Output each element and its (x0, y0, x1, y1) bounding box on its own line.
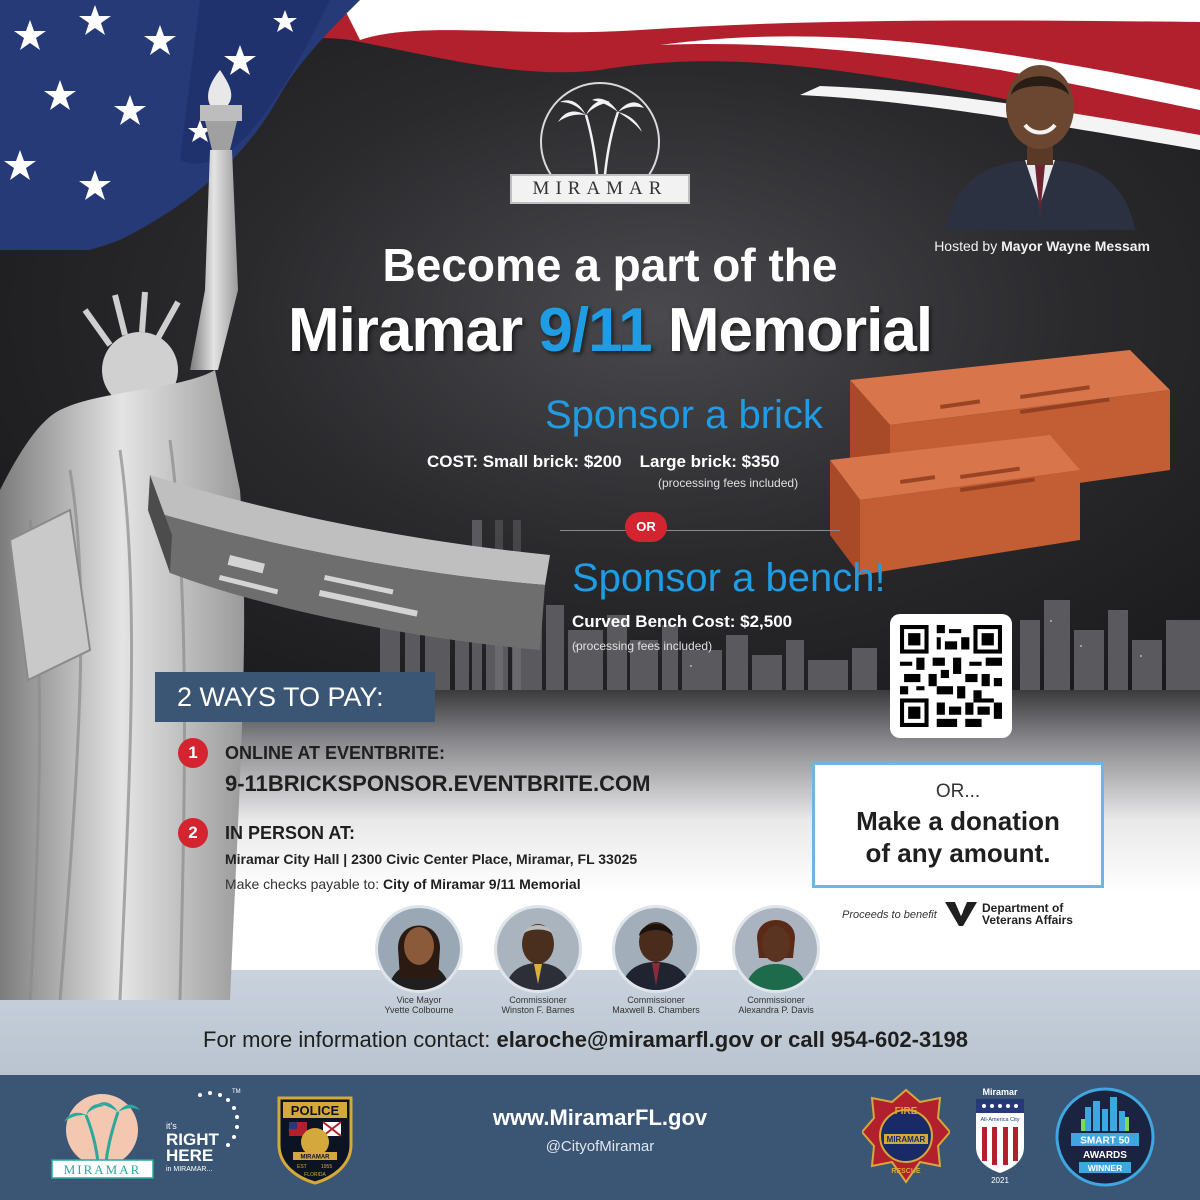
fire-bottom: RESCUE (891, 1168, 921, 1175)
va-logo-icon (943, 900, 979, 928)
donation-or: OR... (935, 781, 981, 802)
headline-miramar: Miramar (287, 296, 539, 365)
official-role: Commissioner (509, 995, 567, 1005)
memorial-bench-image (140, 455, 560, 655)
official-name: Yvette Colbourne (384, 1005, 454, 1015)
smart-50-awards-logo (1055, 1087, 1155, 1187)
mayor-hosted-prefix: Hosted by (934, 238, 1002, 254)
righthere-line-4: in MIRAMAR... (166, 1166, 213, 1173)
va-proceeds-text: Proceeds to benefit (842, 909, 937, 921)
official-role: Vice Mayor (396, 995, 442, 1005)
checks-payee: City of Miramar 9/11 Memorial (382, 876, 581, 892)
official-name: Alexandra P. Davis (738, 1005, 814, 1015)
mayor-photo (945, 55, 1135, 230)
qr-code[interactable] (890, 614, 1012, 738)
fire-title: FIRE (894, 1106, 918, 1117)
palm-trees-icon (558, 90, 644, 185)
or-divider-line (560, 530, 840, 531)
smart-line-1: SMART 50 (1080, 1135, 1130, 1147)
police-city: MIRAMAR (300, 1154, 330, 1161)
sponsor-brick-title: Sponsor a brick (545, 393, 823, 437)
donation-line-2: of any amount. (865, 838, 1051, 868)
social-handle[interactable]: @CityofMiramar (545, 1138, 655, 1155)
allamerica-year: 2021 (991, 1176, 1009, 1185)
allamerica-city: Miramar (982, 1087, 1018, 1097)
official-commissioner-davis (721, 905, 831, 1015)
brick-fee-note: (processing fees included) (658, 476, 799, 490)
smart-line-2: AWARDS (1083, 1150, 1127, 1161)
official-name: Winston F. Barnes (501, 1005, 575, 1015)
avatar (732, 905, 820, 993)
brick-cost-large: Large brick: $350 (639, 452, 780, 471)
police-state: FLORIDA (304, 1172, 326, 1178)
va-beneficiary (840, 900, 1100, 930)
official-commissioner-chambers (601, 905, 711, 1015)
police-est: EST (297, 1164, 307, 1170)
bench-fee-note: (processing fees included) (572, 639, 713, 653)
step-2-title: IN PERSON AT: (225, 823, 356, 843)
step-1-badge: 1 (178, 738, 208, 768)
brick-cost-small: COST: Small brick: $200 (427, 452, 622, 471)
official-role: Commissioner (747, 995, 805, 1005)
avatar (612, 905, 700, 993)
sponsor-bench-title: Sponsor a bench! (572, 556, 886, 600)
va-name-line-2: Veterans Affairs (982, 913, 1073, 927)
qr-code-icon (900, 624, 1002, 728)
contact-email-phone[interactable]: elaroche@miramarfl.gov or call 954-602-3198 (496, 1027, 968, 1052)
or-badge: OR (625, 512, 667, 542)
allamerica-label: All-America City (980, 1117, 1020, 1123)
logo-wordmark: MIRAMAR (510, 174, 690, 204)
righthere-line-3: HERE (166, 1146, 214, 1165)
headline-911: 9/11 (538, 296, 652, 365)
step-1-title: ONLINE AT EVENTBRITE: (225, 743, 445, 763)
police-badge-logo (275, 1090, 355, 1185)
footer-logo-wordmark: MIRAMAR (63, 1162, 142, 1177)
official-name: Maxwell B. Chambers (612, 1005, 700, 1015)
miramar-logo (510, 82, 690, 217)
va-name (982, 902, 1073, 926)
donation-text (815, 805, 1101, 869)
website-link[interactable]: www.MiramarFL.gov (492, 1105, 708, 1130)
all-america-city-logo (970, 1085, 1030, 1185)
step-2-badge: 2 (178, 818, 208, 848)
va-name-line-1: Department of (982, 901, 1064, 915)
city-hall-address: Miramar City Hall | 2300 Civic Center Place, Miramar, FL 33025 (225, 851, 638, 867)
fire-rescue-badge-logo (862, 1088, 950, 1186)
headline-line-1: Become a part of the (382, 239, 838, 291)
official-vice-mayor (364, 905, 474, 1015)
smart-line-3: WINNER (1087, 1163, 1123, 1173)
official-commissioner-barnes (483, 905, 593, 1015)
official-role: Commissioner (627, 995, 685, 1005)
police-year: 1955 (321, 1164, 333, 1170)
engraved-bricks-image (830, 350, 1190, 580)
contact-prefix: For more information contact: (203, 1027, 497, 1052)
contact-line (203, 1027, 968, 1053)
avatar (375, 905, 463, 993)
fire-city: MIRAMAR (886, 1135, 926, 1144)
donation-box (812, 762, 1104, 888)
righthere-line-2: RIGHT (166, 1130, 219, 1149)
checks-payable (225, 876, 581, 892)
police-title: POLICE (290, 1103, 340, 1118)
eventbrite-link[interactable]: 9-11BRICKSPONSOR.EVENTBRITE.COM (225, 771, 651, 796)
ways-to-pay-header: 2 WAYS TO PAY: (155, 672, 435, 722)
donation-line-1: Make a donation (856, 806, 1060, 836)
mayor-name: Mayor Wayne Messam (1001, 238, 1150, 254)
checks-prefix: Make checks payable to: (225, 876, 383, 892)
avatar (494, 905, 582, 993)
miramar-footer-logo (50, 1090, 155, 1180)
right-here-in-miramar-logo (160, 1085, 265, 1180)
headline-memorial: Memorial (651, 296, 933, 365)
righthere-tm: TM (232, 1089, 241, 1095)
righthere-line-1: it's (166, 1121, 177, 1131)
bench-cost: Curved Bench Cost: $2,500 (572, 612, 793, 631)
